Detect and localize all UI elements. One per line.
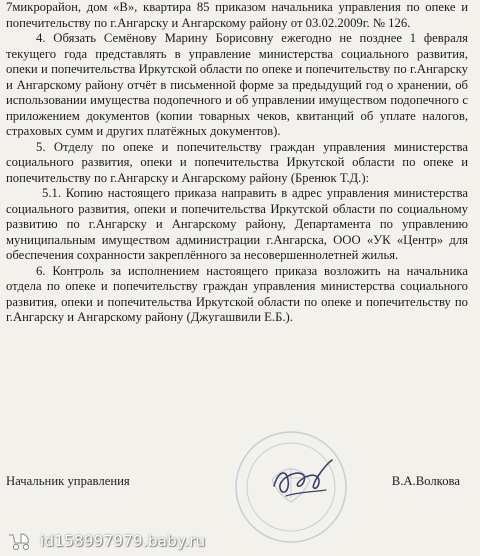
watermark-text: id158997979.baby.ru [40, 532, 206, 550]
signature-row [6, 470, 468, 500]
site-watermark [6, 530, 205, 552]
paragraph-item-5-1: 5.1. Копию настоящего приказа направить в адрес управления министерства социального развития, опеки и попечительства Иркутской области по социальному развитию по г.Ангарску и Ангарскому району, Департамента по управлению муниципальным имуществом администрации г.Ангарска, ООО «УК «Центр» для обеспечения сохранности закреплённого за несовершеннолетней жилья. [6, 186, 468, 262]
position-title: Начальник управления [6, 474, 130, 488]
paragraph-continuation: 7микрорайон, дом «В», квартира 85 приказом начальника управления по опеке и попечительству по г.Ангарску и Ангарскому району от 03.02.2009г. № 126. [6, 0, 468, 30]
paragraph-item-5: 5. Отделу по опеке и попечительству граждан управления министерства социального развития, опеки и попечительства Иркутской области по опеке и попечительству по г.Ангарску и Ангарскому району (Бренюк Т.Д.): [6, 139, 468, 185]
handwritten-signature [268, 452, 338, 510]
paragraph-item-4: 4. Обязать Семёнову Марину Борисовну ежегодно не позднее 1 февраля текущего года представлять в управление министерства социального развития, опеки и попечительства Иркутской области по опеке и попечительству по г.Ангарску и Ангарскому району отчёт в письменной форме за предыдущий год о хранении, об использовании имущества подопечного и об управлении имуществом подопечного с приложением документов (копии товарных чеков, квитанций об уплате налогов, страховых сумм и других платёжных документов). [6, 31, 468, 138]
baby-stroller-icon [6, 531, 34, 551]
paragraph-item-6: 6. Контроль за исполнением настоящего приказа возложить на начальника отдела по опеке и попечительству граждан управления министерства социального развития, опеки и попечительства Иркутской области по опеке и попечительству по г.Ангарску и Ангарскому району (Джугашвили Е.Б.). [6, 263, 468, 324]
document-body [6, 0, 468, 326]
signatory-name: В.А.Волкова [391, 474, 460, 488]
